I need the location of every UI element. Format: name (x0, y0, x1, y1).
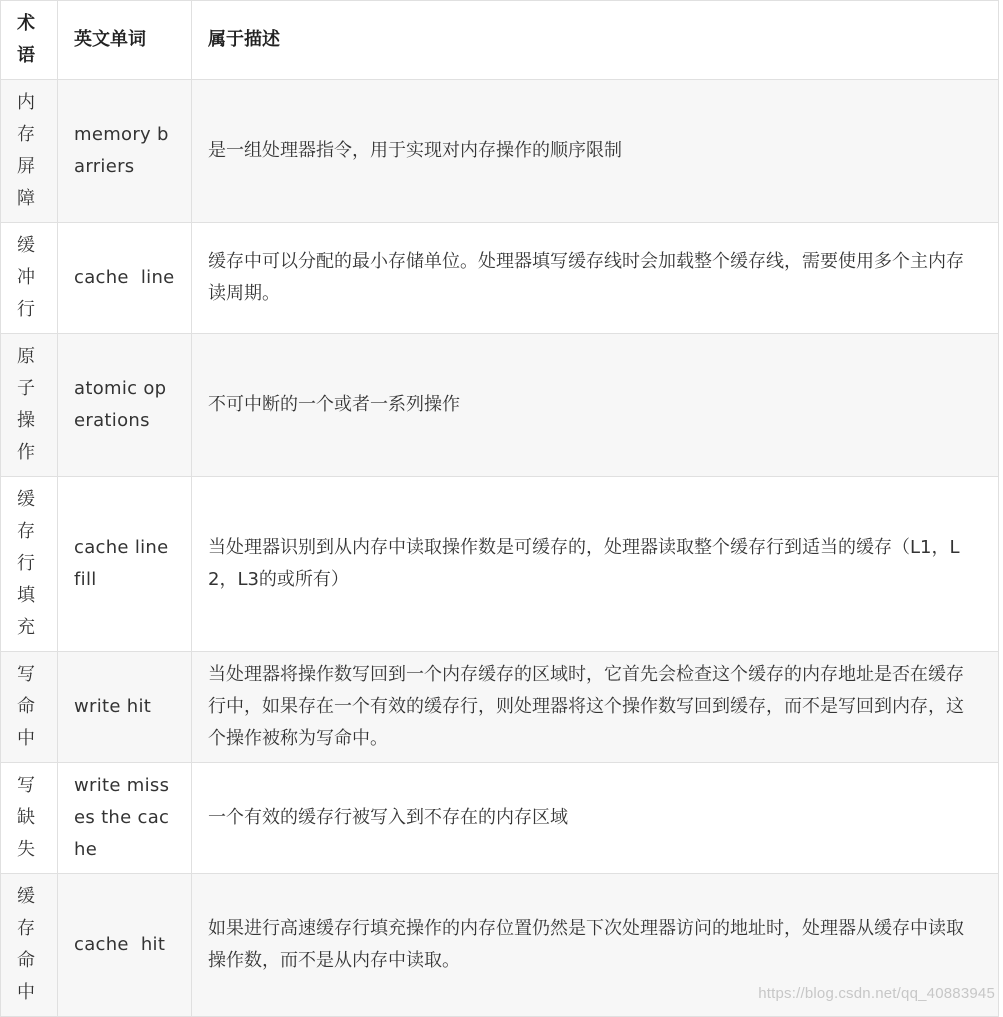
english-text: memory barriers (74, 124, 169, 177)
description-cell: 当处理器识别到从内存中读取操作数是可缓存的，处理器读取整个缓存行到适当的缓存（L1，L2，L3的或所有） (192, 477, 999, 652)
english-text: cache hit (74, 934, 166, 955)
table-row (1, 223, 999, 334)
english-cell (58, 80, 192, 223)
english-text: cache line (74, 267, 175, 288)
header-row (1, 1, 999, 80)
description-cell: 一个有效的缓存行被写入到不存在的内存区域 (192, 763, 999, 874)
english-cell (58, 763, 192, 874)
english-cell (58, 477, 192, 652)
description-cell: 当处理器将操作数写回到一个内存缓存的区域时，它首先会检查这个缓存的内存地址是否在缓存行中，如果存在一个有效的缓存行，则处理器将这个操作数写回到缓存，而不是写回到内存，这个操作被称为写命中。 (192, 652, 999, 763)
description-cell: 不可中断的一个或者一系列操作 (192, 334, 999, 477)
description-cell: 是一组处理器指令，用于实现对内存操作的顺序限制 (192, 80, 999, 223)
english-text: write hit (74, 696, 152, 717)
english-cell (58, 223, 192, 334)
english-cell (58, 874, 192, 1017)
term-cell: 缓冲行 (1, 223, 58, 334)
term-cell: 缓存行填充 (1, 477, 58, 652)
table-header (1, 1, 999, 80)
table-row (1, 477, 999, 652)
description-cell: 缓存中可以分配的最小存储单位。处理器填写缓存线时会加载整个缓存线，需要使用多个主内存读周期。 (192, 223, 999, 334)
english-text: cache line fill (74, 537, 169, 590)
english-text: atomic operations (74, 378, 167, 431)
header-description: 属于描述 (192, 1, 999, 80)
watermark: https://blog.csdn.net/qq_40883945 (758, 985, 995, 1002)
table-body (1, 80, 999, 1017)
header-english: 英文单词 (58, 1, 192, 80)
term-cell: 写缺失 (1, 763, 58, 874)
header-term: 术语 (1, 1, 58, 80)
table-row (1, 874, 999, 1017)
term-cell: 缓存命中 (1, 874, 58, 1017)
term-cell: 原子操作 (1, 334, 58, 477)
term-cell: 内存屏障 (1, 80, 58, 223)
table-row (1, 80, 999, 223)
table-row (1, 334, 999, 477)
english-text: write misses the cache (74, 775, 170, 860)
english-cell (58, 652, 192, 763)
term-cell: 写命中 (1, 652, 58, 763)
table-row (1, 763, 999, 874)
english-cell (58, 334, 192, 477)
description-cell: 如果进行高速缓存行填充操作的内存位置仍然是下次处理器访问的地址时，处理器从缓存中读取操作数，而不是从内存中读取。 (192, 874, 999, 1017)
table-row (1, 652, 999, 763)
